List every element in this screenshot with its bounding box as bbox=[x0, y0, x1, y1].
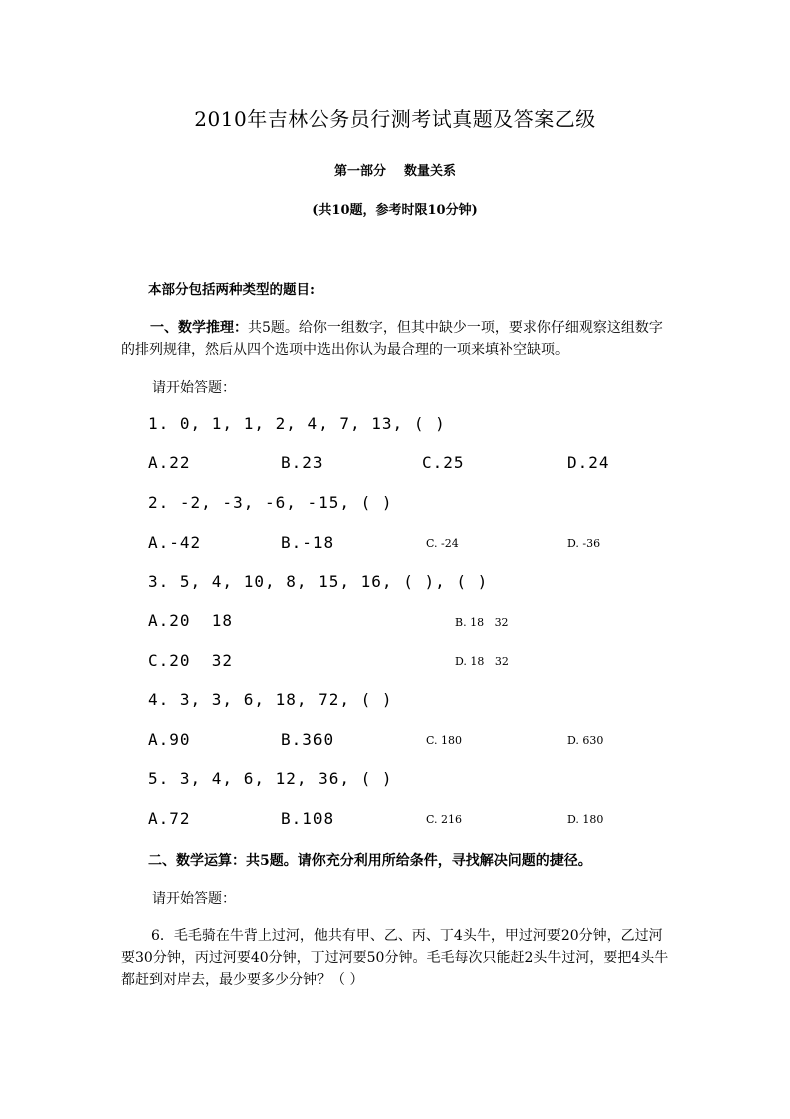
section1-description bbox=[121, 317, 671, 361]
q5-option-d: D. 180 bbox=[567, 813, 604, 826]
q2-option-c: C. -24 bbox=[426, 537, 459, 550]
q3-option-c: C.20 32 bbox=[148, 651, 234, 670]
time-limit-note: (共10题，参考时限10分钟) bbox=[312, 203, 478, 218]
question-5: 5. 3, 4, 6, 12, 36, ( ) bbox=[148, 769, 393, 788]
q4-option-d: D. 630 bbox=[567, 734, 604, 747]
q2-option-d: D. -36 bbox=[567, 537, 601, 550]
q2-option-a: A.-42 bbox=[148, 533, 202, 552]
start-prompt-2: 请开始答题： bbox=[152, 891, 236, 907]
q4-option-a: A.90 bbox=[148, 730, 191, 749]
q4-option-b: B.360 bbox=[281, 730, 335, 749]
q1-option-c: C.25 bbox=[422, 453, 465, 472]
part-heading: 第一部分 数量关系 bbox=[333, 164, 457, 179]
q5-option-a: A.72 bbox=[148, 809, 191, 828]
question-2: 2. -2, -3, -6, -15, ( ) bbox=[148, 493, 393, 512]
q1-option-a: A.22 bbox=[148, 453, 191, 472]
q5-option-b: B.108 bbox=[281, 809, 335, 828]
q3-option-d: D. 18 32 bbox=[455, 655, 509, 668]
q1-option-d: D.24 bbox=[567, 453, 610, 472]
question-6-text: 6．毛毛骑在牛背上过河，他共有甲、乙、丙、丁4头牛，甲过河要20分钟，乙过河要30分钟，丙过河要40分钟，丁过河要50分钟。毛毛每次只能赶2头牛过河，要把4头牛都赶到对岸去，最少要多少分钟？（ ） bbox=[121, 928, 669, 988]
question-1: 1. 0, 1, 1, 2, 4, 7, 13, ( ) bbox=[148, 414, 446, 433]
question-3: 3. 5, 4, 10, 8, 15, 16, ( ), ( ) bbox=[148, 572, 489, 591]
q3-option-b: B. 18 32 bbox=[455, 616, 509, 629]
document-title: 2010年吉林公务员行测考试真题及答案乙级 bbox=[194, 107, 596, 131]
q2-option-b: B.-18 bbox=[281, 533, 335, 552]
section-intro: 本部分包括两种类型的题目: bbox=[148, 282, 315, 298]
q4-option-c: C. 180 bbox=[426, 734, 463, 747]
question-4: 4. 3, 3, 6, 18, 72, ( ) bbox=[148, 690, 393, 709]
section2-description: 二、数学运算：共5题。请你充分利用所给条件，寻找解决问题的捷径。 bbox=[148, 853, 592, 869]
question-6 bbox=[121, 925, 671, 991]
section1-text: 共5题。给你一组数字，但其中缺少一项，要求你仔细观察这组数字的排列规律，然后从四个选项中选出你认为最合理的一项来填补空缺项。 bbox=[121, 320, 663, 358]
start-prompt-1: 请开始答题： bbox=[152, 380, 236, 396]
q3-option-a: A.20 18 bbox=[148, 611, 234, 630]
q1-option-b: B.23 bbox=[281, 453, 324, 472]
section1-lead: 一、数学推理： bbox=[150, 320, 248, 336]
q5-option-c: C. 216 bbox=[426, 813, 463, 826]
